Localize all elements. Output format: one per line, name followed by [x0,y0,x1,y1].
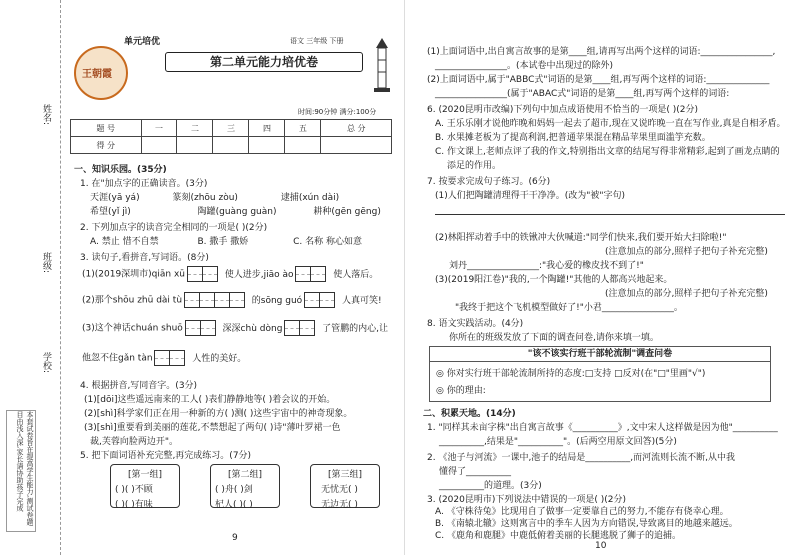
q3-line-b [82,292,382,308]
word-group-2 [210,464,280,508]
survey-question[interactable]: ◎ 你对实行班干部轮流制所持的态度:□支持 □反对(在"□"里画"√") [436,369,706,379]
char-box[interactable] [284,320,300,336]
a-q3-option-b[interactable]: B. 《南辕北辙》这则寓言中的季车人因为方向错误,导致离目的地越来越远。 [435,519,738,529]
prompt: (3)这个神话chuán shuō [82,323,183,334]
score-cell[interactable] [321,137,392,154]
lighthouse-icon [370,34,394,94]
right-page [404,0,800,555]
a-q2b[interactable]: 懂得了__________ [439,467,512,477]
group-label: [第三组] [327,470,363,480]
char-box[interactable] [169,350,185,366]
char-box[interactable] [199,292,215,308]
word: 篆刻(zhōu zòu) [172,193,238,203]
group-item[interactable]: ( )舟( )剑 [215,485,253,495]
q7-fill-2[interactable]: "我终于把这个飞机模型做好了!"小君________________。 [455,303,683,313]
q6-option-d: 添足的作用。 [447,161,502,171]
score-table-row [71,137,392,154]
unit-tag: 单元培优 [124,37,161,47]
word-group-1 [110,464,180,508]
prompt: 使人落后。 [333,269,379,280]
q7-part-2: (2)林阳挥动着手中的铁锹冲大伙喊道:"同学们快来,我们要开始大扫除啦!" [435,233,727,243]
survey-title: "该不该实行班干部轮流制"调查问卷 [430,347,770,362]
a-q2: 2. 《池子与河流》一课中,池子的结局是__________,而河流则长流不断,从中我 [427,453,736,463]
q4-line-a: (1)[dōi]这些遥远南来的工人( )表们静静地等( )着会议的开始。 [84,395,336,405]
a-q3-option-a[interactable]: A. 《守株待兔》比现用自了做事一定要靠自己的努力,不能存有侥幸心理。 [435,507,729,517]
prompt: 人性的美好。 [192,353,247,364]
a-q1b[interactable]: __________,结果是"__________"。(后两空用原文回答)(5分) [439,437,677,447]
word: 耕种(gēn gēng) [313,207,381,217]
score-cell: 得 分 [71,137,142,154]
q1-row-b [90,204,381,217]
word: 天涯 [90,193,109,203]
word: 逮捕(xún dài) [280,193,340,203]
question-3: 3. 读句子,看拼音,写词语。(8分) [80,253,209,263]
score-cell: 四 [249,120,285,137]
brand-logo [74,46,128,100]
prompt: 深深chù dòng [222,323,283,334]
a-q3: 3. (2020昆明市)下列说法中错误的一项是( )(2分) [427,495,627,505]
char-box[interactable] [299,320,315,336]
q7-part-1: (1)人们把陶罐清理得干干净净。(改为"被"字句) [435,191,626,201]
a-q1: 1. "同样其未亩字株"出自寓言故事《__________》,文中宋人这样做是因为他"__________ [427,423,778,433]
char-box[interactable] [229,292,245,308]
prompt: 使人进步,jiāo ào [224,269,294,280]
char-box[interactable] [200,320,216,336]
score-table [70,119,392,154]
question-8: 8. 语文实践活动。(4分) [427,319,524,329]
q4-line-d: 裁,芙蓉向脸两边开"。 [90,437,179,447]
school-label: 学校: [41,352,51,374]
group-item[interactable]: 无忧无( ) [321,485,358,495]
group-label: [第二组] [227,470,263,480]
question-2: 2. 下列加点字的读音完全相同的一项是( )(2分) [80,223,268,233]
q8-desc: 你所在的班级发放了下面的调查问卷,请你来填一填。 [449,333,659,343]
q6-option-b[interactable]: B. 水果摊老板为了提高利润,把普通苹果混在精品苹果里面滥竽充数。 [435,133,711,143]
a-q2c[interactable]: __________的道理。(3分) [439,481,542,491]
score-cell[interactable] [213,137,249,154]
group-label: [第一组] [127,470,163,480]
subject-label: 语文 三年级 下册 [290,37,344,45]
r-q2b: ________________(属于"ABAC式"词语的是第____组,再写两个这样的词语: [435,89,730,99]
section-1-title: 一、知识乐园。(35分) [74,165,167,175]
class-label: 班级: [41,252,51,274]
q7-note-2: (注意加点的部分,照样子把句子补充完整) [605,289,768,299]
r-q1: (1)上面词语中,出自寓言故事的是第____组,请再写出两个这样的词语:________________, [427,47,776,57]
group-item[interactable]: 杞人( )( ) [215,500,253,510]
a-q3-option-c[interactable]: C. 《鹿角和鹿腿》中鹿低俯着美丽的长腿逃脱了狮子的追捕。 [435,531,682,541]
q7-part-3: (3)(2019阳江卷)"我的,一个陶罐!"其他的人都高兴地起来。 [435,275,673,285]
q4-line-b: (2)[shì]科学家们正在用一种新的方( )测( )这些宇宙中的神奇现象。 [84,409,353,419]
char-box[interactable] [187,266,203,282]
char-box[interactable] [214,292,230,308]
char-box[interactable] [184,292,200,308]
survey-box [429,346,771,402]
question-6: 6. (2020昆明市改编)下列句中加点成语使用不恰当的一项是( )(2分) [427,105,699,115]
binding-margin [0,0,61,555]
q6-option-c[interactable]: C. 作文课上,老师点评了我的作文,特别指出文章的结尾写得非常精彩,起到了画龙点睛的 [435,147,780,157]
score-table-row [71,120,392,137]
word-group-3 [310,464,380,508]
question-4: 4. 根据拼音,写同音字。(3分) [80,381,198,391]
q7-fill-1[interactable]: 刘丹________________:"我心爱的橡皮找不到了!" [449,261,644,271]
score-cell[interactable] [141,137,177,154]
prompt: 人真可笑! [341,295,382,306]
answer-line[interactable] [435,214,785,215]
prompt: (1)(2019深圳市)qiān xū [82,269,185,280]
score-cell[interactable] [177,137,213,154]
group-item[interactable]: 无边无( ) [321,500,358,510]
q3-line-a [82,266,378,282]
word: 陶罐(guàng guàn) [197,207,277,217]
score-cell: 一 [141,120,177,137]
r-q1b: ________________。(本试卷中出现过的除外) [435,61,614,71]
prompt: (2)那个shōu zhū dài tù [82,295,183,306]
q3-line-d [82,350,246,366]
logo-text: 王朝霞 [82,69,112,80]
score-cell[interactable] [249,137,285,154]
option[interactable]: C. 名称 称心如意 [293,237,362,247]
survey-reason[interactable]: ◎ 你的理由: [436,386,486,396]
page-number: 9 [232,533,238,543]
char-box[interactable] [202,266,218,282]
section-2-title: 二、积累天地。(14分) [423,409,516,419]
notice-box: 本套试卷旨在提高学生能力,测试卷题目由浅入深,家长请协助孩子完成 [6,410,36,532]
q2-options [90,234,362,247]
char-box[interactable] [310,266,326,282]
score-cell: 二 [177,120,213,137]
score-cell: 五 [285,120,321,137]
prompt: 的sōng guó [251,295,303,306]
q3-line-c [82,320,388,336]
group-item[interactable]: ( )( )不顾 [115,485,153,495]
page-title: 第二单元能力培优卷 [165,52,363,72]
q6-option-a[interactable]: A. 王乐乐刚才说他昨晚和妈妈一起去了超市,现在又说昨晚一直在写作业,真是自相矛盾。 [435,119,786,129]
option[interactable]: A. 禁止 惜不自禁 [90,237,159,247]
q7-note-1: (注意加点的部分,照样子把句子补充完整) [605,247,768,257]
char-box[interactable] [154,350,170,366]
q1-row-a [90,190,339,203]
time-info: 时间:90分钟 满分:100分 [298,108,377,116]
prompt: 了管鹏的内心,让 [322,323,389,334]
score-cell[interactable] [285,137,321,154]
score-cell: 三 [213,120,249,137]
char-box[interactable] [304,292,320,308]
option[interactable]: B. 撒手 撒娇 [197,237,249,247]
pinyin: (yā yá) [108,193,140,203]
r-q2: (2)上面词语中,属于"ABBC式"词语的是第____组,再写两个这样的词语:______________ [427,75,770,85]
page-number: 10 [595,541,607,551]
score-cell: 总 分 [321,120,392,137]
group-item[interactable]: ( )( )有味 [115,500,153,510]
prompt: 他忽不住gǎn tàn [82,353,153,364]
question-1: 1. 在"加点字的正确读音。(3分) [80,179,208,189]
char-box[interactable] [319,292,335,308]
char-box[interactable] [185,320,201,336]
question-7: 7. 按要求完成句子练习。(6分) [427,177,551,187]
score-cell: 题 号 [71,120,142,137]
name-label: 姓名: [41,104,51,126]
question-5: 5. 把下面词语补充完整,再完成练习。(7分) [80,451,252,461]
word: 希望(yǐ jì) [90,207,131,217]
q4-line-c: (3)[shì]重要看到美丽的莲花,不禁想起了两句( )诗"薄叶罗裙一色 [84,423,341,433]
char-box[interactable] [295,266,311,282]
